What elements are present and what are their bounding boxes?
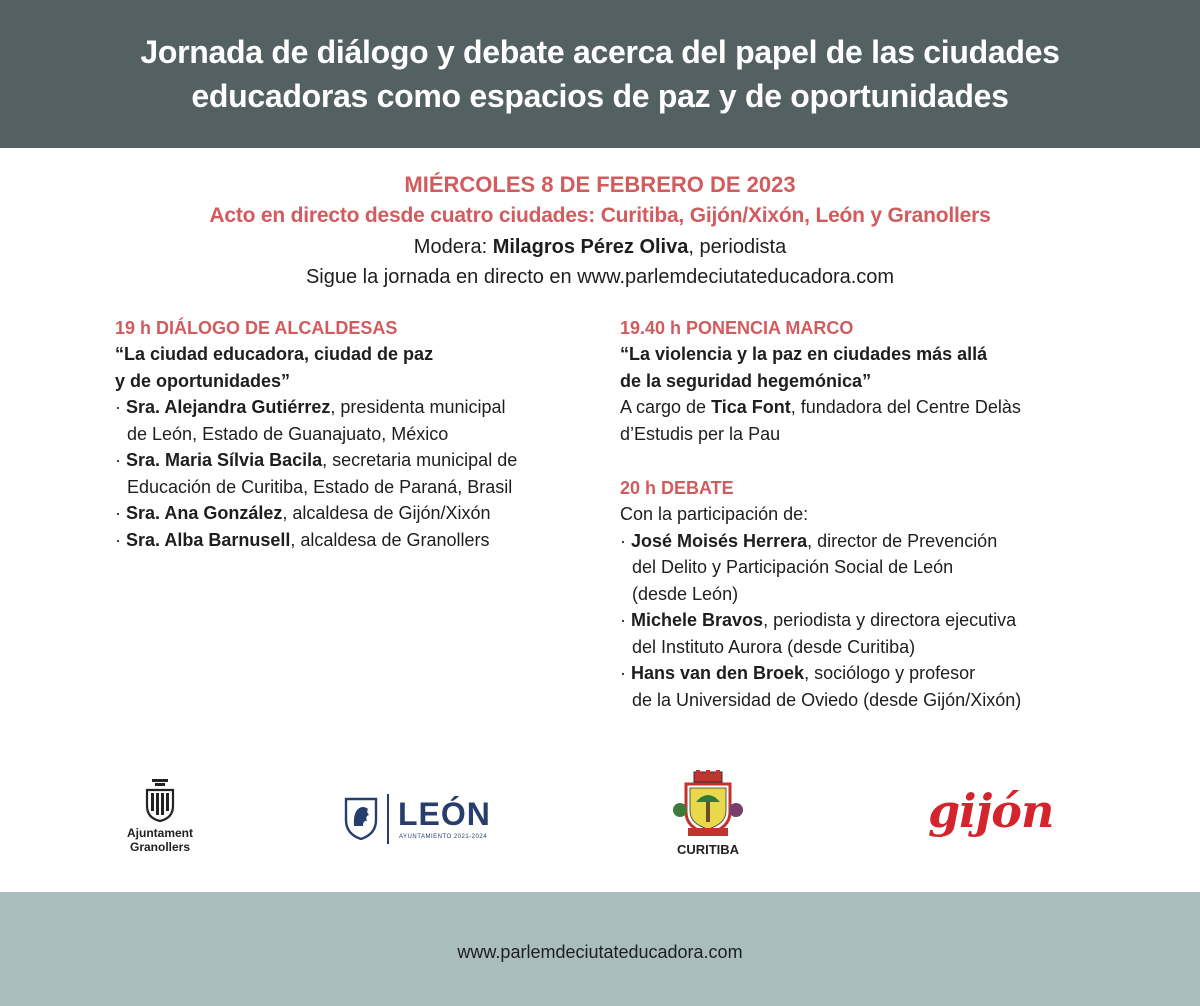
event-intro [0, 170, 1200, 292]
sponsor-logos [0, 770, 1200, 870]
speaker-name: Sra. Alejandra Gutiérrez [126, 397, 331, 417]
speaker-role-cont: (desde León) [632, 583, 739, 604]
ponencia-speaker-role-cont: d’Estudis per la Pau [620, 423, 781, 444]
moderator-name: Milagros Pérez Oliva [492, 236, 689, 258]
bullet: · [620, 610, 631, 630]
leon-lion-shield-icon [344, 796, 378, 840]
speaker-role: , secretaria municipal de [322, 450, 518, 470]
gijon-wordmark: gijón [928, 784, 1054, 838]
speaker-name: Hans van den Broek [631, 663, 805, 683]
speaker-name: Sra. Ana González [126, 503, 283, 523]
granollers-line-1: Ajuntament [127, 826, 193, 840]
bullet: · [620, 530, 631, 551]
gijon-logo [928, 784, 1053, 838]
speaker-role-cont: de León, Estado de Guanajuato, México [127, 423, 449, 444]
speaker-name: José Moisés Herrera [631, 530, 808, 551]
section-spacer [620, 447, 1100, 475]
leon-subtitle: AYUNTAMIENTO 2021-2024 [399, 834, 488, 840]
header-banner [0, 0, 1200, 148]
dialogue-title: 19 h DIÁLOGO DE ALCALDESAS [115, 318, 398, 338]
debate-title: 20 h DEBATE [620, 478, 734, 498]
event-date: MIÉRCOLES 8 DE FEBRERO DE 2023 [404, 172, 796, 197]
list-item [115, 394, 585, 421]
debate-intro: Con la participación de: [620, 504, 809, 524]
curitiba-logo [668, 770, 748, 857]
list-item [115, 447, 585, 474]
speaker-name: Sra. Alba Barnusell [126, 529, 291, 550]
moderator-prefix: Modera: [413, 236, 493, 258]
granollers-logo [110, 778, 210, 854]
ponencia-speaker-role: , fundadora del Centre Delàs [790, 397, 1021, 417]
speaker-role: , alcaldesa de Gijón/Xixón [282, 503, 491, 523]
ponencia-speaker-line [620, 394, 1100, 421]
speaker-role-cont: del Delito y Participación Social de León [632, 557, 954, 577]
bullet: · [115, 450, 126, 470]
title-line-2: educadoras como espacios de paz y de oportunidades [191, 78, 1009, 114]
moderator-suffix: , periodista [688, 236, 787, 258]
curitiba-coat-of-arms-icon [670, 770, 746, 840]
granollers-line-2: Granollers [129, 840, 191, 854]
bullet: · [115, 529, 126, 550]
granollers-crest-icon [143, 778, 177, 822]
speaker-role-cont: de la Universidad de Oviedo (desde Gijón/Xixón) [632, 689, 1022, 710]
speaker-name: Sra. Maria Sílvia Bacila [126, 450, 323, 470]
ponencia-quote-line-1: “La violencia y la paz en ciudades más allá [620, 344, 988, 364]
leon-divider [387, 794, 389, 844]
event-subtitle: Acto en directo desde cuatro ciudades: Curitiba, Gijón/Xixón, León y Granollers [209, 204, 991, 227]
leon-logo [342, 790, 492, 850]
bullet: · [620, 663, 631, 683]
speaker-role: , director de Prevención [807, 530, 998, 551]
footer-url[interactable]: www.parlemdeciutateducadora.com [457, 941, 743, 962]
speaker-role: , periodista y directora ejecutiva [763, 610, 1017, 630]
list-item [115, 500, 585, 527]
dialogue-quote-line-2: y de oportunidades” [115, 370, 291, 391]
ponencia-prefix: A cargo de [620, 397, 712, 417]
ponencia-title: 19.40 h PONENCIA MARCO [620, 318, 854, 338]
speaker-role-cont: del Instituto Aurora (desde Curitiba) [632, 636, 916, 657]
list-item [115, 527, 585, 554]
leon-wordmark: LEÓN [398, 796, 491, 832]
bullet: · [115, 397, 126, 417]
bullet: · [115, 503, 126, 523]
footer-banner [0, 892, 1200, 1006]
speaker-role: , alcaldesa de Granollers [290, 529, 490, 550]
speaker-role-cont: Educación de Curitiba, Estado de Paraná, Brasil [127, 476, 513, 497]
list-item [620, 528, 1100, 555]
ponencia-quote-line-2: de la seguridad hegemónica” [620, 370, 872, 391]
ponencia-speaker-name: Tica Font [711, 397, 791, 417]
speaker-role: , sociólogo y profesor [804, 663, 976, 683]
dialogue-section [115, 315, 585, 553]
curitiba-label: CURITIBA [676, 842, 740, 857]
dialogue-quote-line-1: “La ciudad educadora, ciudad de paz [115, 344, 434, 364]
moderator-line [0, 232, 1200, 262]
speaker-role: , presidenta municipal [330, 397, 506, 417]
speaker-name: Michele Bravos [631, 610, 764, 630]
title-line-1: Jornada de diálogo y debate acerca del papel de las ciudades [140, 34, 1060, 70]
list-item [620, 607, 1100, 634]
list-item [620, 660, 1100, 687]
follow-line: Sigue la jornada en directo en www.parlemdeciutateducadora.com [305, 266, 895, 288]
program-right-column [620, 315, 1100, 713]
